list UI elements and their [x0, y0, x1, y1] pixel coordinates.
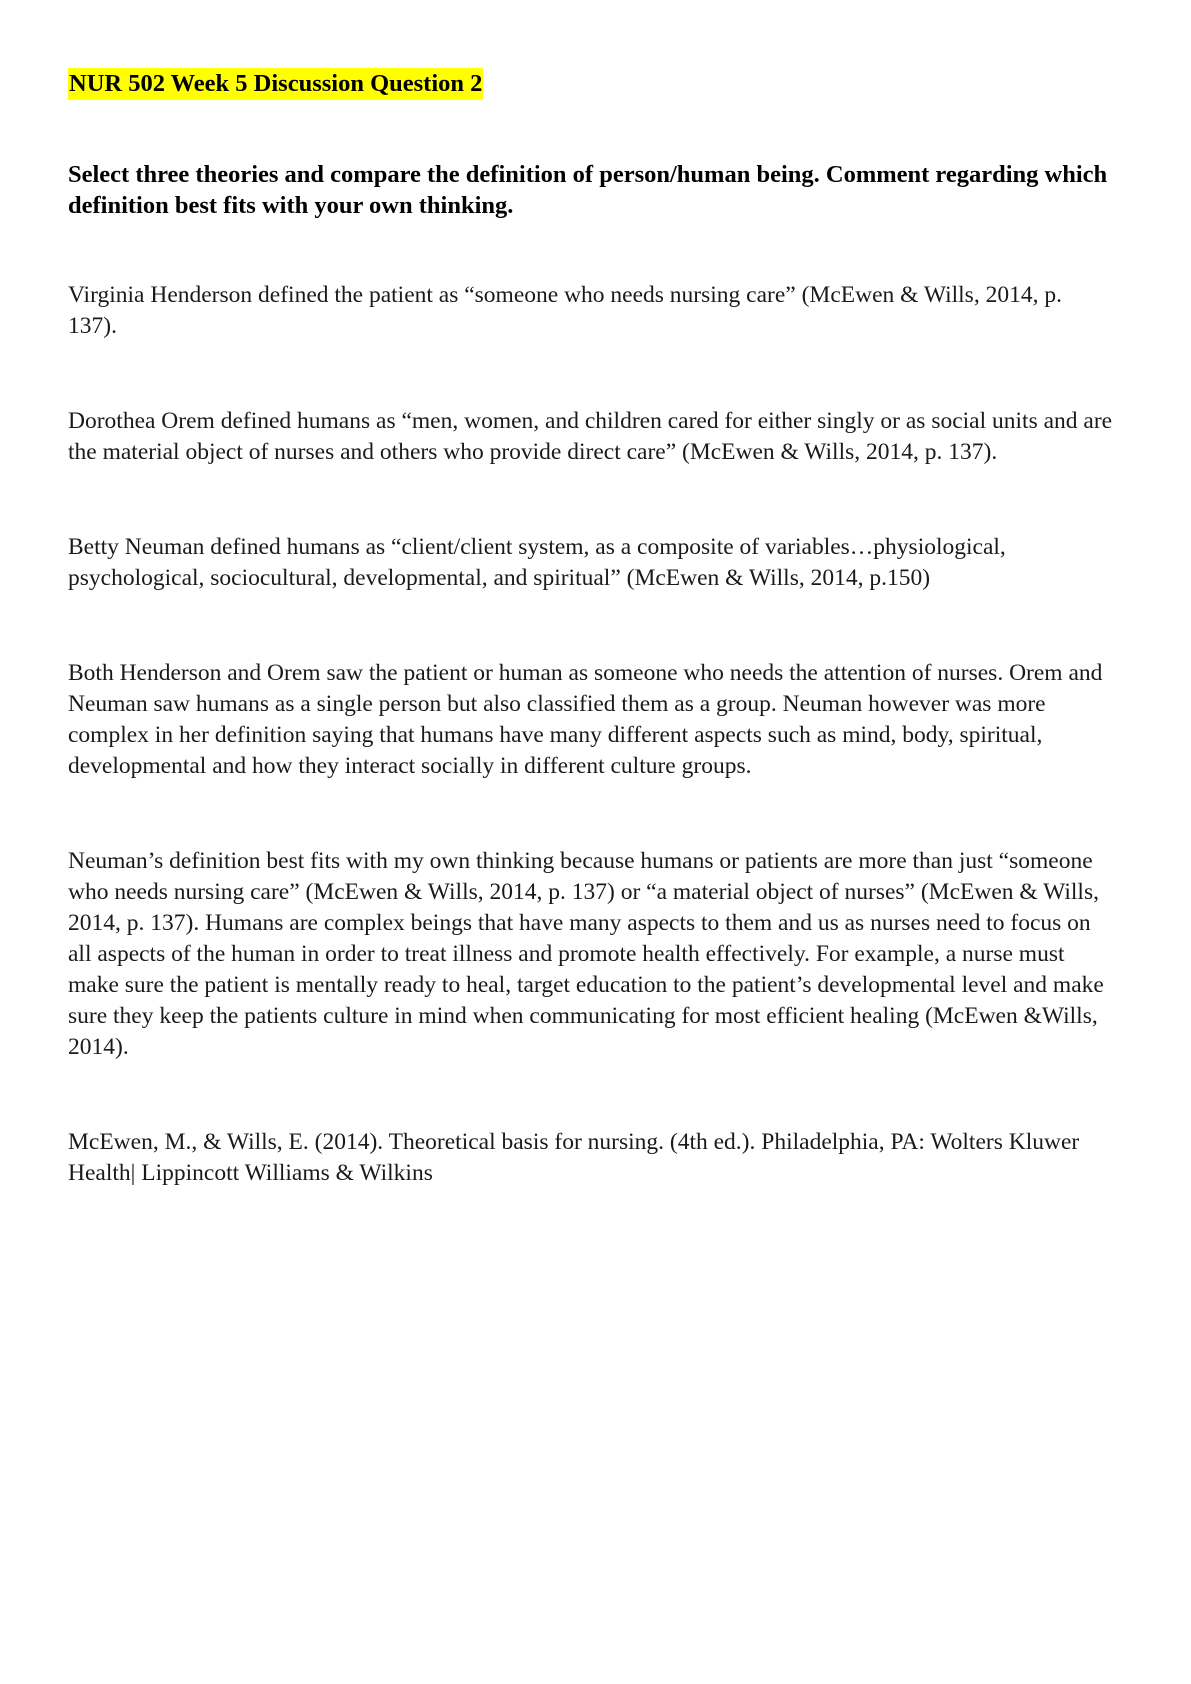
- paragraph-neuman: Betty Neuman defined humans as “client/client system, as a composite of variables…physiological, psychological, sociocultural, developmental, and spiritual” (McEwen & Wills, 2014, p.150): [68, 534, 1006, 591]
- document-title: NUR 502 Week 5 Discussion Question 2: [68, 68, 483, 100]
- paragraph-orem: Dorothea Orem defined humans as “men, women, and children cared for either singly or as social units and are the material object of nurses and others who provide direct care” (McEwen & Wills, 2014, p. 137).: [68, 408, 1113, 465]
- paragraph-comparison: Both Henderson and Orem saw the patient or human as someone who needs the attention of nurses. Orem and Neuman saw humans as a single person but also classified them as a group. Neuman however was more complex in her definition saying that humans have many different aspects such as mind, body, spiritual, developmental and how they interact socially in different culture groups.: [68, 660, 1103, 779]
- paragraph-conclusion: Neuman’s definition best fits with my own thinking because humans or patients are more than just “someone who needs nursing care” (McEwen & Wills, 2014, p. 137) or “a material object of nurses” (McEwen & Wills, 2014, p. 137). Humans are complex beings that have many aspects to them and us as nurses need to focus on all aspects of the human in order to treat illness and promote health effectively. For example, a nurse must make sure the patient is mentally ready to heal, target education to the patient’s developmental level and make sure they keep the patients culture in mind when communicating for most efficient healing (McEwen &Wills, 2014).: [68, 848, 1104, 1060]
- discussion-prompt: Select three theories and compare the definition of person/human being. Comment regarding which definition best fits with your own thinking.: [68, 161, 1108, 219]
- document-title-wrapper: [68, 68, 1113, 100]
- reference-citation: McEwen, M., & Wills, E. (2014). Theoretical basis for nursing. (4th ed.). Philadelphia, PA: Wolters Kluwer Health| Lippincott Williams & Wilkins: [68, 1129, 1080, 1186]
- paragraph-henderson: Virginia Henderson defined the patient as “someone who needs nursing care” (McEwen & Wills, 2014, p. 137).: [68, 282, 1062, 339]
